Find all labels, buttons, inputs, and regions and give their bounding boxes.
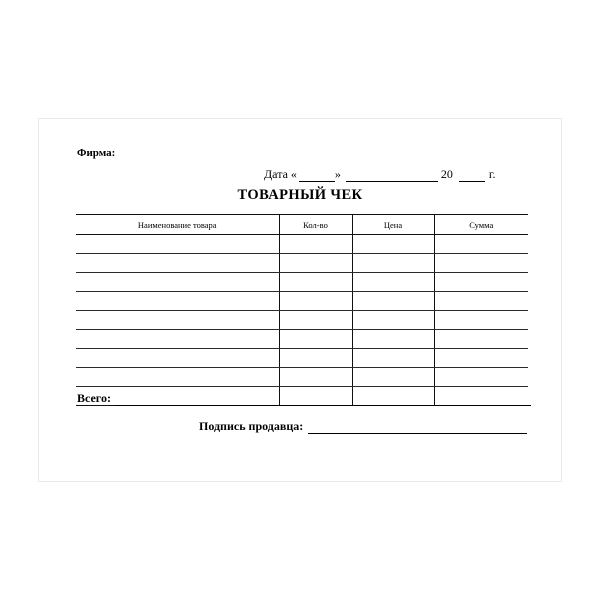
signature-field [199, 419, 527, 434]
table-row[interactable] [76, 368, 528, 387]
date-year-suffix: г. [488, 167, 496, 181]
cell-sum[interactable] [434, 349, 528, 368]
table-row[interactable] [76, 292, 528, 311]
date-label: Дата « [264, 167, 297, 181]
cell-price[interactable] [352, 330, 434, 349]
date-day-blank[interactable] [299, 170, 335, 182]
cell-qty[interactable] [279, 273, 352, 292]
cell-qty[interactable] [279, 330, 352, 349]
date-year-prefix: 20 [440, 167, 453, 181]
signature-value-blank[interactable] [308, 422, 527, 434]
cell-name[interactable] [76, 349, 279, 368]
cell-name[interactable] [76, 330, 279, 349]
column-header-price: Цена [352, 215, 434, 235]
cell-price[interactable] [352, 273, 434, 292]
table-body [76, 235, 528, 406]
date-quote-close: » [334, 167, 341, 181]
date-year-blank[interactable] [459, 170, 485, 182]
table-row[interactable] [76, 273, 528, 292]
date-field [264, 167, 498, 182]
table-header-row [76, 215, 528, 235]
page-title: ТОВАРНЫЙ ЧЕК [237, 187, 363, 203]
cell-price[interactable] [352, 235, 434, 254]
column-header-qty: Кол-во [279, 215, 352, 235]
firm-field [77, 147, 115, 159]
table-row[interactable] [76, 349, 528, 368]
column-header-name: Наименование товара [76, 215, 279, 235]
total-field [77, 391, 531, 406]
total-label: Всего: [77, 391, 111, 405]
cell-price[interactable] [352, 254, 434, 273]
cell-name[interactable] [76, 311, 279, 330]
total-value-blank[interactable] [115, 394, 531, 406]
table-row[interactable] [76, 235, 528, 254]
cell-name[interactable] [76, 368, 279, 387]
cell-name[interactable] [76, 254, 279, 273]
cell-sum[interactable] [434, 273, 528, 292]
cell-price[interactable] [352, 368, 434, 387]
cell-sum[interactable] [434, 254, 528, 273]
table-row[interactable] [76, 330, 528, 349]
date-month-blank[interactable] [346, 170, 438, 182]
firm-label: Фирма: [77, 147, 116, 159]
receipt-form-sheet [38, 118, 562, 482]
cell-sum[interactable] [434, 235, 528, 254]
cell-name[interactable] [76, 292, 279, 311]
cell-qty[interactable] [279, 349, 352, 368]
cell-qty[interactable] [279, 311, 352, 330]
cell-price[interactable] [352, 311, 434, 330]
cell-price[interactable] [352, 292, 434, 311]
column-header-sum: Сумма [434, 215, 528, 235]
cell-sum[interactable] [434, 311, 528, 330]
cell-qty[interactable] [279, 235, 352, 254]
table-row[interactable] [76, 254, 528, 273]
cell-name[interactable] [76, 235, 279, 254]
cell-qty[interactable] [279, 292, 352, 311]
cell-sum[interactable] [434, 330, 528, 349]
cell-sum[interactable] [434, 368, 528, 387]
cell-price[interactable] [352, 349, 434, 368]
cell-sum[interactable] [434, 292, 528, 311]
cell-qty[interactable] [279, 254, 352, 273]
table-row[interactable] [76, 311, 528, 330]
signature-label: Подпись продавца: [199, 419, 304, 433]
cell-name[interactable] [76, 273, 279, 292]
cell-qty[interactable] [279, 368, 352, 387]
goods-table [76, 214, 528, 406]
